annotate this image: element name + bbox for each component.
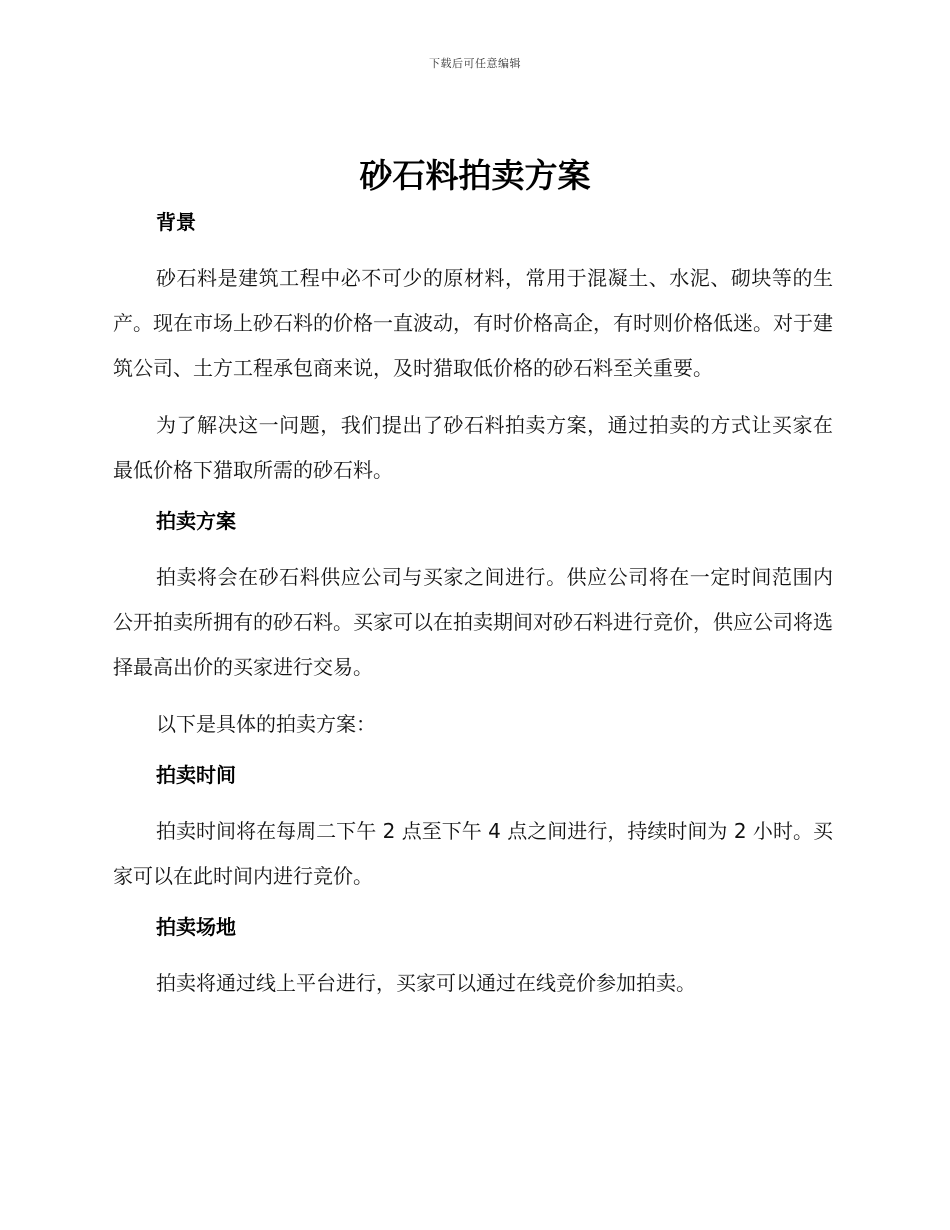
paragraph-plan-2: 以下是具体的拍卖方案： [156, 712, 376, 736]
section-heading-plan: 拍卖方案 [156, 509, 236, 533]
paragraph-time-1: 拍卖时间将在每周二下午 2 点至下午 4 点之间进行，持续时间为 2 小时。买家可以在此时间内进行竞价。 [113, 819, 833, 888]
header-watermark: 下载后可任意编辑 [429, 57, 521, 70]
paragraph-plan-1: 拍卖将会在砂石料供应公司与买家之间进行。供应公司将在一定时间范围内公开拍卖所拥有的砂石料。买家可以在拍卖期间对砂石料进行竞价，供应公司将选择最高出价的买家进行交易。 [113, 565, 833, 679]
paragraph-venue-1: 拍卖将通过线上平台进行，买家可以通过在线竞价参加拍卖。 [156, 971, 696, 995]
document-body [113, 206, 833, 1006]
paragraph-background-2: 为了解决这一问题，我们提出了砂石料拍卖方案，通过拍卖的方式让买家在最低价格下猎取所需的砂石料。 [113, 413, 833, 482]
paragraph-background-1: 砂石料是建筑工程中必不可少的原材料，常用于混凝土、水泥、砌块等的生产。现在市场上砂石料的价格一直波动，有时价格高企，有时则价格低迷。对于建筑公司、土方工程承包商来说，及时猎取低价格的砂石料至关重要。 [113, 266, 833, 380]
section-heading-time: 拍卖时间 [156, 763, 236, 787]
section-heading-background: 背景 [156, 210, 196, 234]
document-title: 砂石料拍卖方案 [359, 156, 591, 195]
section-heading-venue: 拍卖场地 [156, 915, 236, 939]
